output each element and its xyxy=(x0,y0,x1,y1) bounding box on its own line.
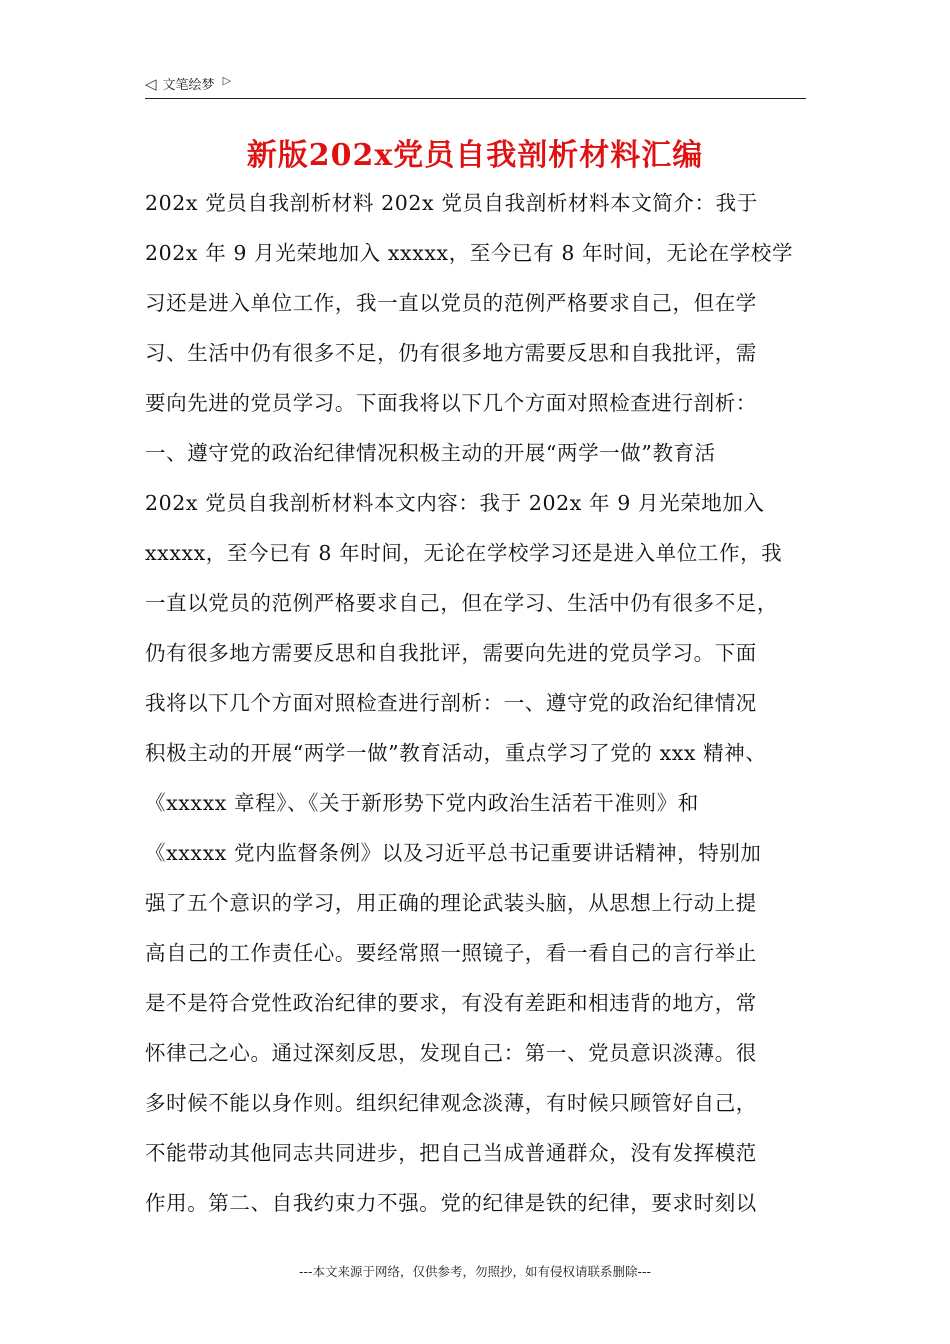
text-line: 习还是进入单位工作，我一直以党员的范例严格要求自己，但在学 xyxy=(145,291,757,315)
text-line: 高自己的工作责任心。要经常照一照镜子，看一看自己的言行举止 xyxy=(145,941,757,965)
body-text xyxy=(145,178,815,1228)
text-line: 是不是符合党性政治纪律的要求，有没有差距和相违背的地方，常 xyxy=(145,991,757,1015)
document-title: 新版202x党员自我剖析材料汇编 xyxy=(246,138,704,173)
text-line: 我将以下几个方面对照检查进行剖析：一、遵守党的政治纪律情况 xyxy=(145,691,757,715)
text-line: 怀律己之心。通过深刻反思，发现自己：第一、党员意识淡薄。很 xyxy=(145,1041,757,1065)
triangle-right-icon: ▷ xyxy=(222,74,232,87)
brand xyxy=(145,74,231,93)
text-line: 作用。第二、自我约束力不强。党的纪律是铁的纪律，要求时刻以 xyxy=(145,1191,757,1215)
text-line: 202x 党员自我剖析材料本文内容：我于 202x 年 9 月光荣地加入 xyxy=(145,491,765,515)
text-line: 积极主动的开展“两学一做”教育活动，重点学习了党的 xxx 精神、 xyxy=(145,741,767,765)
text-line: 《xxxxx 章程》、《关于新形势下党内政治生活若干准则》和 xyxy=(145,791,699,815)
brand-label: 文笔绘梦 xyxy=(162,78,215,93)
text-line: 不能带动其他同志共同进步，把自己当成普通群众，没有发挥模范 xyxy=(145,1141,757,1165)
text-line: 习、生活中仍有很多不足，仍有很多地方需要反思和自我批评，需 xyxy=(145,341,757,365)
footer-disclaimer: ---本文来源于网络，仅供参考，勿照抄，如有侵权请联系删除--- xyxy=(298,1264,652,1279)
text-line: 202x 年 9 月光荣地加入 xxxxx，至今已有 8 年时间，无论在学校学 xyxy=(145,241,794,265)
triangle-left-icon: ◁ xyxy=(145,74,157,93)
text-line: xxxxx，至今已有 8 年时间，无论在学校学习还是进入单位工作，我 xyxy=(145,541,783,565)
text-line: 强了五个意识的学习，用正确的理论武装头脑，从思想上行动上提 xyxy=(145,891,757,915)
text-line: 202x 党员自我剖析材料 202x 党员自我剖析材料本文简介：我于 xyxy=(145,191,758,215)
text-line: 要向先进的党员学习。下面我将以下几个方面对照检查进行剖析： xyxy=(145,391,757,415)
text-line: 《xxxxx 党内监督条例》以及习近平总书记重要讲话精神，特别加 xyxy=(145,841,762,865)
text-line: 一、遵守党的政治纪律情况积极主动的开展“两学一做”教育活 xyxy=(145,441,716,465)
text-line: 一直以党员的范例严格要求自己，但在学习、生活中仍有很多不足， xyxy=(145,591,778,615)
page-header xyxy=(145,72,806,99)
text-line: 多时候不能以身作则。组织纪律观念淡薄，有时候只顾管好自己， xyxy=(145,1091,757,1115)
text-line: 仍有很多地方需要反思和自我批评，需要向先进的党员学习。下面 xyxy=(145,641,757,665)
